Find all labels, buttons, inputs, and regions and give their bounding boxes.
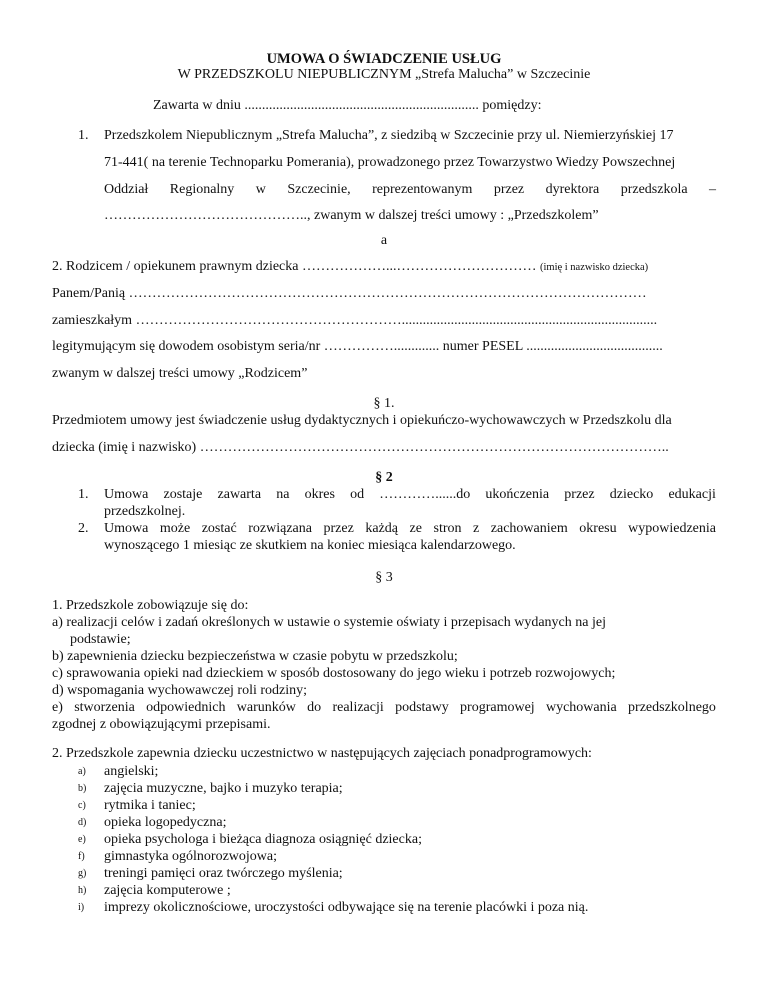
word: zostać	[201, 521, 237, 536]
activity-text: rytmika i taniec;	[104, 798, 196, 813]
word: przez	[323, 521, 354, 536]
list-marker: f)	[78, 851, 85, 862]
section3-heading: § 3	[375, 570, 393, 585]
word: wychowania	[545, 700, 617, 715]
obligation-a-line2: podstawie;	[70, 632, 131, 647]
word: rozwiązana	[248, 521, 312, 536]
word: każdą	[365, 521, 398, 536]
word: okres	[304, 487, 335, 502]
word: Umowa	[104, 487, 149, 502]
party2-line2: Panem/Panią …………………………………………………………………………………………………	[52, 286, 647, 301]
obligation-c: c) sprawowania opieki nad dzieckiem w sposób dostosowany do jego wieku i potrzeb rozwojowych;	[52, 666, 616, 681]
section1-heading: § 1.	[373, 396, 395, 411]
word: Oddział	[104, 182, 149, 197]
document-subtitle: W PRZEDSZKOLU NIEPUBLICZNYM „Strefa Malucha” w Szczecinie	[177, 67, 591, 82]
party1-line4: …………………………………….., zwanym w dalszej treści umowy : „Przedszkolem”	[104, 208, 599, 223]
obligation-b: b) zapewnienia dziecku bezpieczeństwa w czasie pobytu w przedszkolu;	[52, 649, 458, 664]
list-marker: g)	[78, 868, 87, 879]
word: e)	[52, 700, 63, 715]
word: z	[473, 521, 480, 536]
list-marker: a)	[78, 766, 86, 777]
obligation-e-line2: zgodnej z obowiązującymi przepisami.	[52, 717, 271, 732]
word: ukończenia	[485, 487, 550, 502]
section3-point1-intro: 1. Przedszkole zobowiązuje się do:	[52, 598, 249, 613]
word: w	[255, 182, 266, 197]
obligation-e-line1	[52, 700, 716, 716]
word: od	[350, 487, 365, 502]
word: na	[276, 487, 290, 502]
word: przedszkolnego	[628, 700, 716, 715]
party1-line2: 71-441( na terenie Technoparku Pomerania), prowadzonego przez Towarzystwo Wiedzy Powszechnej	[104, 155, 676, 170]
list-marker: i)	[78, 902, 85, 913]
section1-line1: Przedmiotem umowy jest świadczenie usług dydaktycznych i opiekuńczo-wychowawczych w Przedszkolu dla	[52, 413, 672, 428]
word: przedszkola	[620, 182, 688, 197]
section2-item1-line2: przedszkolnej.	[104, 504, 186, 519]
word: warunków	[236, 700, 296, 715]
section2-item2-number: 2.	[78, 521, 89, 536]
activity-text: gimnastyka ogólnorozwojowa;	[104, 849, 278, 864]
contract-intro: Zawarta w dniu ................................................................... pomiędzy:	[153, 98, 542, 113]
section3-point2-intro: 2. Przedszkole zapewnia dziecku uczestnictwo w następujących zajęciach ponadprogramowych:	[52, 746, 592, 761]
word: może	[159, 521, 191, 536]
word: realizacji	[332, 700, 384, 715]
activity-text: opieka logopedyczna;	[104, 815, 227, 830]
word: ze	[409, 521, 422, 536]
section2-heading: § 2	[375, 470, 393, 485]
word: zostaje	[163, 487, 203, 502]
word: dyrektora	[545, 182, 600, 197]
list-marker: h)	[78, 885, 87, 896]
list-marker: d)	[78, 817, 87, 828]
party2-label: 2. Rodzicem / opiekunem prawnym dziecka ………………...…………………………	[52, 259, 537, 274]
word: …………......do	[379, 487, 471, 502]
word: edukacji	[668, 487, 716, 502]
word: Szczecinie,	[287, 182, 351, 197]
word: wypowiedzenia	[628, 521, 716, 536]
activity-text: treningi pamięci oraz twórczego myślenia;	[104, 866, 343, 881]
conjunction: a	[380, 233, 388, 248]
activity-text: opieka psychologa i bieżąca diagnoza osiągnięć dziecka;	[104, 832, 422, 847]
activity-text: imprezy okolicznościowe, uroczystości odbywające się na terenie placówki i poza nią.	[104, 900, 589, 915]
party1-number: 1.	[78, 128, 89, 143]
word: stron	[433, 521, 462, 536]
obligation-d: d) wspomagania wychowawczej roli rodziny;	[52, 683, 308, 698]
party2-line1	[52, 259, 648, 275]
list-marker: c)	[78, 800, 86, 811]
party2-line3: zamieszkałym ………………………………………………….........................................................................	[52, 313, 658, 328]
section2-item1-number: 1.	[78, 487, 89, 502]
word: odpowiednich	[146, 700, 226, 715]
word: zawarta	[217, 487, 262, 502]
list-marker: b)	[78, 783, 87, 794]
section2-item1-line1	[104, 487, 716, 503]
word: przez	[564, 487, 595, 502]
child-name-note: (imię i nazwisko dziecka)	[539, 262, 649, 273]
section2-item2-line1	[104, 521, 716, 537]
word: programowej	[460, 700, 535, 715]
word: reprezentowanym	[372, 182, 473, 197]
list-marker: e)	[78, 834, 86, 845]
activity-text: angielski;	[104, 764, 159, 779]
activity-text: zajęcia komputerowe ;	[104, 883, 231, 898]
word: zachowaniem	[490, 521, 568, 536]
word: okresu	[579, 521, 617, 536]
word: do	[307, 700, 322, 715]
word: dziecko	[609, 487, 654, 502]
section1-line2: dziecka (imię i nazwisko) ………………………………………………………………………………………..	[52, 440, 669, 455]
word: podstawy	[395, 700, 449, 715]
word: –	[708, 182, 716, 197]
word: stworzenia	[74, 700, 135, 715]
party1-line3	[104, 182, 716, 198]
party2-line5: zwanym w dalszej treści umowy „Rodzicem”	[52, 366, 308, 381]
word: przez	[493, 182, 525, 197]
party2-line4: legitymującym się dowodem osobistym seria/nr ……………............. numer PESEL .......................................	[52, 339, 663, 354]
party1-line1: Przedszkolem Niepublicznym „Strefa Malucha”, z siedzibą w Szczecinie przy ul. Niemierzyńskiej 17	[104, 128, 674, 143]
obligation-a-line1: a) realizacji celów i zadań określonych w ustawie o systemie oświaty i przepisach wydanych na jej	[52, 615, 606, 630]
word: Regionalny	[169, 182, 235, 197]
section2-item2-line2: wynoszącego 1 miesiąc ze skutkiem na koniec miesiąca kalendarzowego.	[104, 538, 516, 553]
activity-text: zajęcia muzyczne, bajko i muzyko terapia;	[104, 781, 343, 796]
document-title: UMOWA O ŚWIADCZENIE USŁUG	[266, 51, 502, 67]
word: Umowa	[104, 521, 149, 536]
